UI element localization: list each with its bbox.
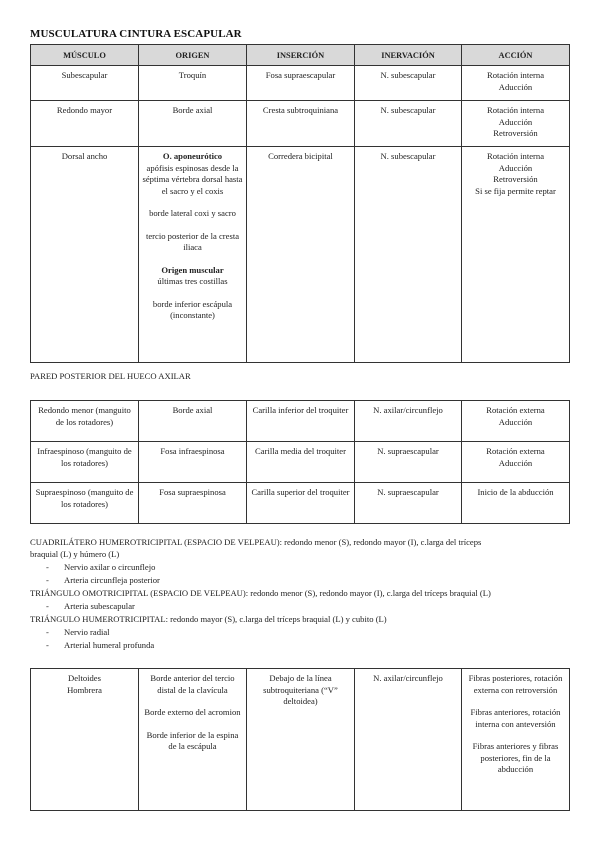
action-text: Fibras posteriores, rotación externa con retroversión [468, 673, 563, 695]
cell-insertion: Fosa supraescapular [247, 66, 355, 101]
cell-action [462, 101, 570, 147]
note-triangulo-humerotricipital: TRIÁNGULO HUMEROTRICIPITAL: redondo mayor (S), c.larga del tríceps braquial (L) y cubito (L) [30, 614, 387, 624]
action-text: Fibras anteriores y fibras posteriores, fin de la abducción [472, 741, 559, 774]
cell-innervation: N. axilar/circunflejo [355, 669, 462, 811]
note-triangulo-omotricipital: TRIÁNGULO OMOTRICIPITAL (ESPACIO DE VELPEAU): redondo menor (S), redondo mayor (I), c.larga del tríceps braquial (L) [30, 588, 491, 598]
table-row [31, 401, 570, 442]
cell-action [462, 147, 570, 363]
action-line: Rotación interna [486, 151, 545, 161]
page-title: MUSCULATURA CINTURA ESCAPULAR [30, 28, 242, 40]
cell-origin: Troquín [139, 66, 247, 101]
cell-muscle: Subescapular [31, 66, 139, 101]
section-label: PARED POSTERIOR DEL HUECO AXILAR [30, 371, 191, 381]
cell-insertion: Cresta subtroquiniana [247, 101, 355, 147]
cell-origin: Fosa infraespinosa [139, 442, 247, 483]
origin-text: Borde inferior de la espina de la escápula [146, 729, 239, 751]
cell-innervation: N. supraescapular [355, 442, 462, 483]
cell-origin [139, 669, 247, 811]
list-item: - Arteria subescapular [46, 601, 135, 611]
action-text: Fibras anteriores, rotación interna con anteversión [470, 707, 561, 729]
cell-muscle [31, 669, 139, 811]
origin-heading: O. aponeurótico [162, 151, 223, 161]
cell-insertion: Carilla inferior del troquiter [247, 401, 355, 442]
cell-origin: Borde axial [139, 401, 247, 442]
header-inervacion: INERVACIÓN [355, 45, 462, 66]
cell-insertion: Debajo de la línea subtroquiteriana (“V” deltoidea) [247, 669, 355, 811]
origin-heading: Origen muscular [161, 264, 224, 275]
origin-text: últimas tres costillas [157, 276, 228, 286]
cell-action [462, 66, 570, 101]
action-line: Rotación interna [486, 105, 545, 115]
table-header-row [31, 45, 570, 66]
origin-text: tercio posterior de la cresta iliaca [145, 230, 240, 252]
header-accion: ACCIÓN [462, 45, 570, 66]
action-line: Aducción [498, 416, 533, 427]
cell-insertion: Carilla superior del troquiter [247, 483, 355, 524]
table-row [31, 66, 570, 101]
header-musculo: MÚSCULO [31, 45, 139, 66]
cell-innervation: N. supraescapular [355, 483, 462, 524]
list-item: - Arterial humeral profunda [46, 640, 155, 650]
action-line: Rotación externa [486, 446, 545, 456]
cell-innervation: N. subescapular [355, 101, 462, 147]
action-line: Rotación externa [486, 405, 545, 415]
origin-text: apófisis espinosas desde la séptima vértebra dorsal hasta el sacro y el coxis [142, 162, 243, 196]
action-line: Retroversión [493, 174, 538, 184]
table-row [31, 101, 570, 147]
list-item: - Arteria circunfleja posterior [46, 575, 160, 585]
action-line: Retroversión [493, 128, 538, 138]
action-line: Aducción [498, 81, 533, 92]
muscle-name: Deltoides [68, 673, 101, 683]
header-origen: ORIGEN [139, 45, 247, 66]
cell-muscle: Dorsal ancho [31, 147, 139, 363]
action-line: Rotación interna [486, 70, 545, 80]
cell-action [462, 401, 570, 442]
cell-origin: Borde axial [139, 101, 247, 147]
cell-innervation: N. subescapular [355, 66, 462, 101]
cell-action [462, 669, 570, 811]
cell-muscle: Supraespinoso (manguito de los rotadores) [31, 483, 139, 524]
cell-action: Inicio de la abducción [462, 483, 570, 524]
cell-origin [139, 147, 247, 363]
cell-muscle: Redondo mayor [31, 101, 139, 147]
note-cuadrilatero-cont: braquial (L) y húmero (L) [30, 549, 120, 559]
muscle-table-posterior [30, 400, 570, 524]
cell-insertion: Corredera bicipital [247, 147, 355, 363]
origin-text: borde inferior escápula (inconstante) [152, 298, 233, 320]
muscle-table-deltoides [30, 668, 570, 811]
muscle-table-main [30, 44, 570, 363]
action-line: Aducción [498, 116, 533, 127]
header-insercion: INSERCIÓN [247, 45, 355, 66]
cell-insertion: Carilla media del troquiter [247, 442, 355, 483]
list-item: - Nervio radial [46, 627, 110, 637]
table-row [31, 442, 570, 483]
table-row [31, 669, 570, 811]
action-line: Aducción [498, 457, 533, 468]
table-row [31, 483, 570, 524]
cell-innervation: N. axilar/circunflejo [355, 401, 462, 442]
action-line: Aducción [498, 162, 533, 173]
list-item: - Nervio axilar o circunflejo [46, 562, 156, 572]
cell-origin: Fosa supraespinosa [139, 483, 247, 524]
cell-muscle: Infraespinoso (manguito de los rotadores) [31, 442, 139, 483]
cell-action [462, 442, 570, 483]
table-row [31, 147, 570, 363]
cell-muscle: Redondo menor (manguito de los rotadores) [31, 401, 139, 442]
note-cuadrilatero: CUADRILÁTERO HUMEROTRICIPITAL (ESPACIO DE VELPEAU): redondo menor (S), redondo mayor (I), c.larga del tríceps [30, 537, 482, 547]
origin-text: Borde externo del acromion [144, 707, 241, 717]
origin-text: borde lateral coxi y sacro [149, 208, 236, 218]
muscle-name: Hombrera [67, 684, 102, 695]
origin-text: Borde anterior del tercio distal de la clavícula [150, 673, 235, 695]
action-line: Si se fija permite reptar [475, 185, 556, 196]
cell-innervation: N. subescapular [355, 147, 462, 363]
